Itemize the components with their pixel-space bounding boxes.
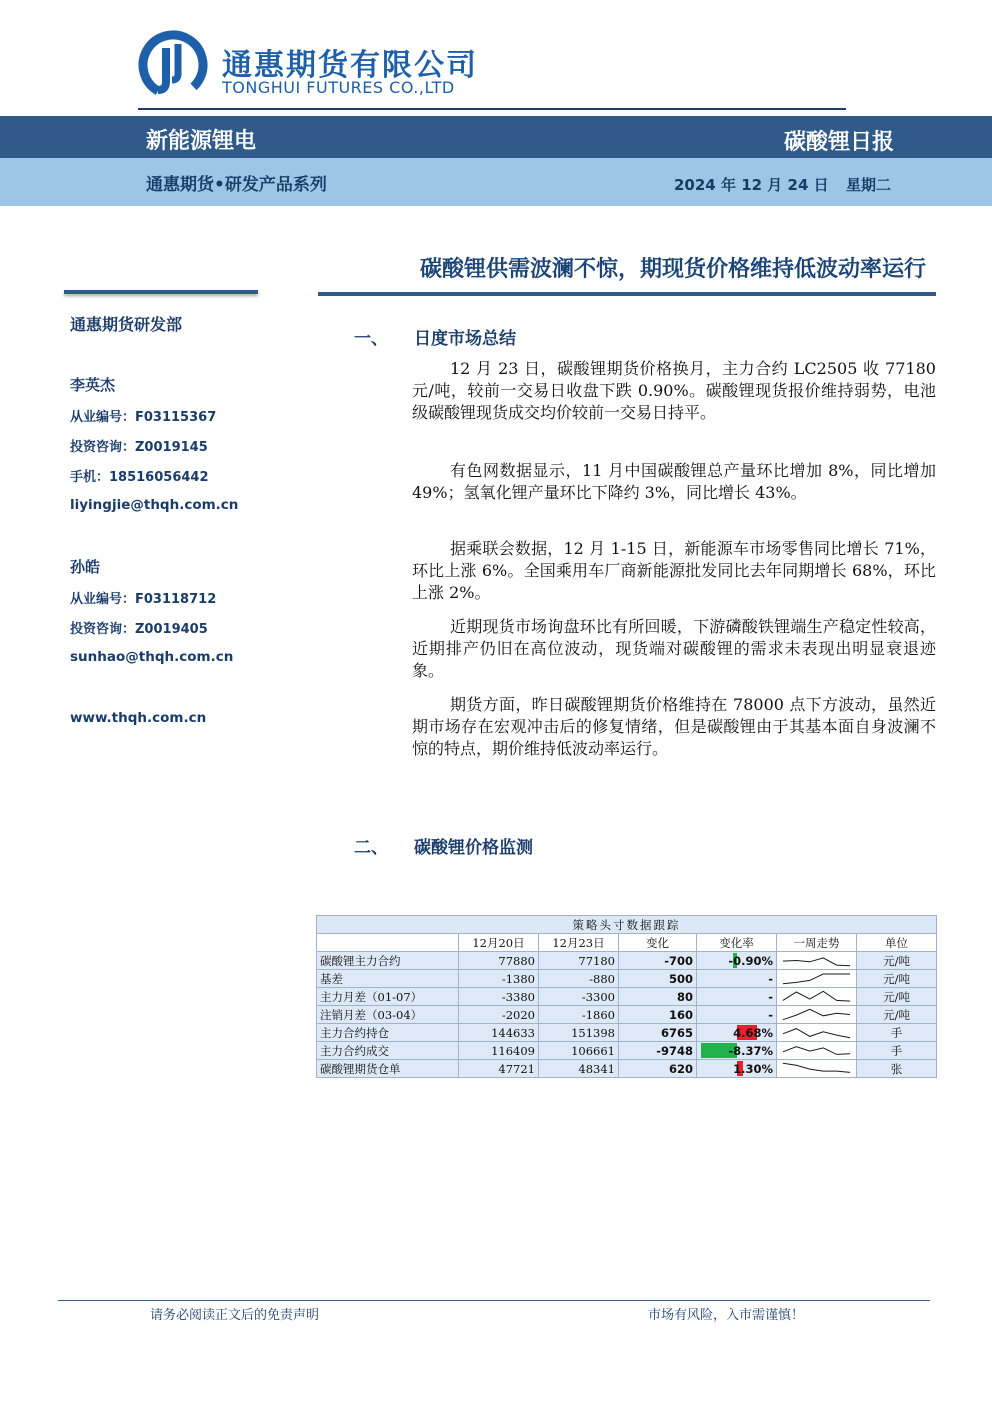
table-row: [317, 1006, 937, 1024]
row-name-cell: 注销月差（03-04）: [317, 1006, 459, 1024]
sparkline-path: [783, 974, 850, 984]
value-cell: -2020: [459, 1006, 539, 1024]
change-rate-cell: [697, 1060, 777, 1078]
change-cell: 6765: [619, 1024, 697, 1042]
footer-risk-note: 市场有风险，入市需谨慎！: [648, 1308, 805, 1323]
weekly-trend-sparkline: [777, 1024, 856, 1041]
weekly-trend-sparkline: [777, 988, 856, 1005]
table-header-row: [317, 934, 937, 952]
report-title: 碳酸锂供需波澜不惊，期现货价格维持低波动率运行: [419, 257, 926, 282]
company-logo-icon: [138, 30, 208, 100]
sparkline-path: [783, 958, 850, 966]
sparkline-path: [783, 1047, 850, 1055]
value-cell: 47721: [459, 1060, 539, 1078]
unit-cell: 元/吨: [857, 952, 937, 970]
change-rate-cell: [697, 1006, 777, 1024]
value-cell: -1380: [459, 970, 539, 988]
row-name-cell: 碳酸锂主力合约: [317, 952, 459, 970]
report-type: 碳酸锂日报: [783, 130, 894, 155]
table-row: [317, 1024, 937, 1042]
change-cell: 80: [619, 988, 697, 1006]
change-rate-text: -8.37%: [728, 1043, 773, 1058]
analyst-license: 从业编号：F03115367: [70, 410, 217, 425]
row-name-cell: 基差: [317, 970, 459, 988]
section-title: 碳酸锂价格监测: [414, 838, 533, 858]
trend-cell: [777, 1024, 857, 1042]
row-name-cell: 主力合约持仓: [317, 1024, 459, 1042]
value-cell: 106661: [539, 1042, 619, 1060]
unit-cell: 张: [857, 1060, 937, 1078]
table-header-cell: 变化: [619, 934, 697, 952]
change-rate-cell: [697, 970, 777, 988]
change-cell: 160: [619, 1006, 697, 1024]
trend-cell: [777, 970, 857, 988]
table-header-cell: 12月23日: [539, 934, 619, 952]
weekly-trend-sparkline: [777, 1042, 856, 1059]
table-header-cell: 12月20日: [459, 934, 539, 952]
company-name-cn: 通惠期货有限公司: [222, 48, 478, 83]
header-divider: [138, 108, 846, 110]
change-cell: -9748: [619, 1042, 697, 1060]
table-header-cell: 变化率: [697, 934, 777, 952]
change-rate-text: 1.30%: [733, 1061, 773, 1076]
change-cell: 500: [619, 970, 697, 988]
weekly-trend-sparkline: [777, 1060, 856, 1077]
analyst-license: 从业编号：F03118712: [70, 592, 217, 607]
section-number: 一、: [354, 329, 388, 349]
analyst-email[interactable]: liyingjie@thqh.com.cn: [70, 497, 239, 513]
change-cell: -700: [619, 952, 697, 970]
footer-disclaimer: 请务必阅读正文后的免责声明: [150, 1308, 320, 1323]
report-date: 2024 年 12 月 24 日: [674, 176, 829, 194]
change-rate-cell: [697, 1024, 777, 1042]
trend-cell: [777, 952, 857, 970]
unit-cell: 元/吨: [857, 970, 937, 988]
change-rate-text: -: [768, 971, 773, 986]
table-row: [317, 1060, 937, 1078]
change-rate-cell: [697, 1042, 777, 1060]
report-series: 通惠期货•研发产品系列: [146, 175, 327, 195]
row-name-cell: 主力月差（01-07）: [317, 988, 459, 1006]
value-cell: -1860: [539, 1006, 619, 1024]
paragraph: 有色网数据显示，11 月中国碳酸锂总产量环比增加 8%，同比增加 49%；氢氧化锂产量环比下降约 3%，同比增长 43%。: [412, 461, 936, 502]
table-row: [317, 988, 937, 1006]
section-title: 日度市场总结: [414, 329, 516, 349]
company-website-link[interactable]: www.thqh.com.cn: [70, 710, 207, 726]
report-weekday: 星期二: [846, 176, 892, 194]
trend-cell: [777, 1006, 857, 1024]
value-cell: 151398: [539, 1024, 619, 1042]
paragraph: 12 月 23 日，碳酸锂期货价格换月，主力合约 LC2505 收 77180 元/吨，较前一交易日收盘下跌 0.90%。碳酸锂现货报价维持弱势，电池级碳酸锂现货成交均价较前一交易日持平。: [412, 359, 936, 422]
table-header-cell: [317, 934, 459, 952]
change-rate-text: -: [768, 1007, 773, 1022]
value-cell: 77180: [539, 952, 619, 970]
trend-cell: [777, 988, 857, 1006]
change-rate-cell: [697, 988, 777, 1006]
analyst-name: 李英杰: [70, 376, 116, 394]
analyst-consult: 投资咨询：Z0019405: [70, 622, 208, 637]
value-cell: 116409: [459, 1042, 539, 1060]
unit-cell: 元/吨: [857, 1006, 937, 1024]
value-cell: -3300: [539, 988, 619, 1006]
change-rate-cell: [697, 952, 777, 970]
value-cell: -3380: [459, 988, 539, 1006]
change-rate-text: -0.90%: [728, 953, 773, 968]
research-department: 通惠期货研发部: [70, 315, 183, 334]
analyst-consult: 投资咨询：Z0019145: [70, 440, 208, 455]
analyst-email[interactable]: sunhao@thqh.com.cn: [70, 649, 234, 665]
trend-cell: [777, 1042, 857, 1060]
title-underline: [318, 292, 936, 296]
weekly-trend-sparkline: [777, 1006, 856, 1023]
change-cell: 620: [619, 1060, 697, 1078]
sidebar-topline: [64, 290, 258, 294]
trend-cell: [777, 1060, 857, 1078]
table-row: [317, 970, 937, 988]
change-rate-text: -: [768, 989, 773, 1004]
weekly-trend-sparkline: [777, 952, 856, 969]
value-cell: 48341: [539, 1060, 619, 1078]
table-row: [317, 952, 937, 970]
value-cell: -880: [539, 970, 619, 988]
section-number: 二、: [354, 838, 388, 858]
table-header-cell: 单位: [857, 934, 937, 952]
table-header-cell: 一周走势: [777, 934, 857, 952]
unit-cell: 元/吨: [857, 988, 937, 1006]
change-rate-text: 4.68%: [733, 1025, 773, 1040]
company-name-en: TONGHUI FUTURES CO.,LTD: [222, 78, 455, 97]
row-name-cell: 主力合约成交: [317, 1042, 459, 1060]
analyst-phone: 手机：18516056442: [70, 470, 209, 485]
row-name-cell: 碳酸锂期货仓单: [317, 1060, 459, 1078]
sparkline-path: [783, 1029, 850, 1038]
table-caption: 策略头寸数据跟踪: [317, 916, 937, 934]
sparkline-path: [783, 991, 850, 1001]
sparkline-path: [783, 1009, 850, 1019]
unit-cell: 手: [857, 1042, 937, 1060]
analyst-name: 孙皓: [70, 558, 101, 576]
sparkline-path: [783, 1063, 850, 1072]
unit-cell: 手: [857, 1024, 937, 1042]
price-monitor-table: [316, 915, 937, 1078]
weekly-trend-sparkline: [777, 970, 856, 987]
footer-divider: [58, 1300, 930, 1301]
paragraph: 据乘联会数据，12 月 1-15 日，新能源车市场零售同比增长 71%，环比上涨 6%。全国乘用车厂商新能源批发同比去年同期增长 68%，环比上涨 2%。: [412, 539, 936, 602]
header-band-bottom: [0, 158, 992, 206]
report-category: 新能源锂电: [146, 129, 257, 154]
paragraph: 期货方面，昨日碳酸锂期货价格维持在 78000 点下方波动，虽然近期市场存在宏观冲击后的修复情绪，但是碳酸锂由于其基本面自身波澜不惊的特点，期价维持低波动率运行。: [412, 695, 936, 758]
value-cell: 77880: [459, 952, 539, 970]
paragraph: 近期现货市场询盘环比有所回暖，下游磷酸铁锂端生产稳定性较高，近期排产仍旧在高位波动，现货端对碳酸锂的需求未表现出明显衰退迹象。: [412, 617, 936, 680]
table-row: [317, 1042, 937, 1060]
value-cell: 144633: [459, 1024, 539, 1042]
header-band-top: [0, 116, 992, 158]
